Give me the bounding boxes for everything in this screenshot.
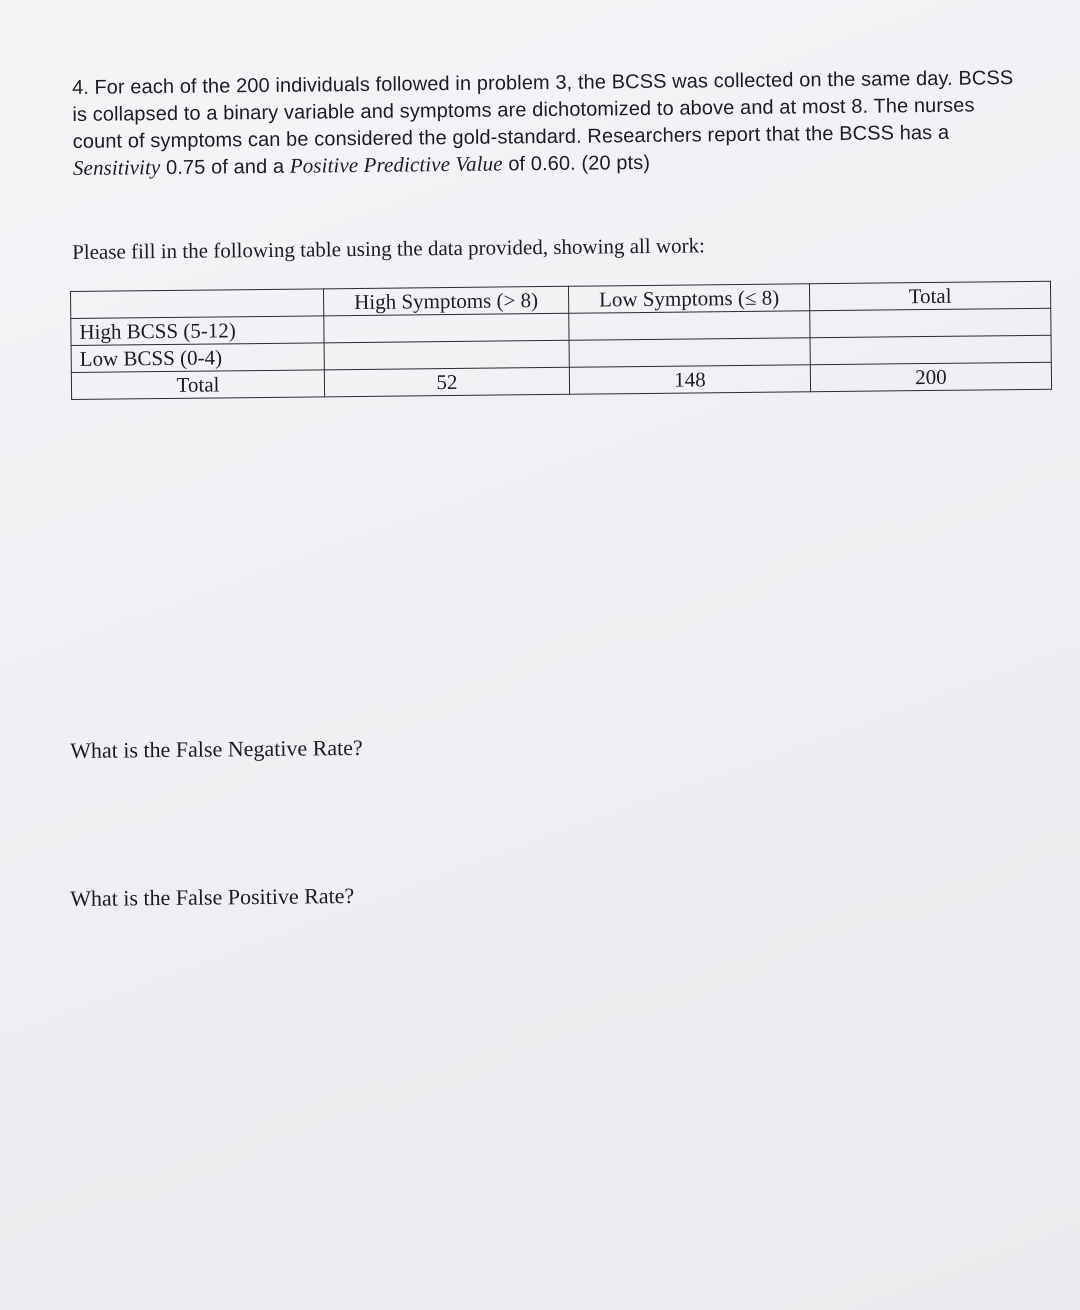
cell-low-bcss-low-symptoms[interactable]	[569, 338, 810, 368]
cell-low-bcss-high-symptoms[interactable]	[324, 340, 569, 370]
cell-total-low-symptoms: 148	[569, 365, 810, 395]
problem-text-part-2: 0.75 of and a	[160, 155, 290, 180]
header-high-symptoms: High Symptoms (> 8)	[323, 286, 568, 316]
problem-statement	[72, 64, 1023, 182]
ppv-term: Positive Predictive Value	[289, 151, 503, 178]
table-instruction: Please fill in the following table using the data provided, showing all work:	[72, 233, 706, 264]
question-false-positive-rate: What is the False Positive Rate?	[70, 883, 355, 911]
header-low-symptoms: Low Symptoms (≤ 8)	[568, 284, 809, 314]
cell-total-high-symptoms: 52	[324, 367, 569, 397]
row-label-total: Total	[71, 370, 324, 400]
table-corner-cell	[71, 289, 324, 319]
header-total: Total	[809, 281, 1050, 311]
problem-number: 4.	[72, 76, 90, 99]
cell-high-bcss-total[interactable]	[810, 308, 1051, 338]
row-label-high-bcss: High BCSS (5-12)	[71, 316, 324, 346]
problem-text-part-1: For each of the 200 individuals followed in problem 3, the BCSS was collected on the same day. BCSS is collapsed to a binary variable and symptoms are dichotomized to above and at most 8. The nurses count of symptoms can be considered the gold-standard. Researchers report that the BCSS has a	[72, 67, 1014, 153]
row-label-low-bcss: Low BCSS (0-4)	[71, 343, 324, 373]
cell-high-bcss-high-symptoms[interactable]	[324, 313, 569, 343]
contingency-table-wrapper	[70, 281, 1052, 400]
cell-high-bcss-low-symptoms[interactable]	[569, 311, 810, 341]
sensitivity-term: Sensitivity	[72, 155, 161, 180]
question-false-negative-rate: What is the False Negative Rate?	[70, 734, 363, 763]
cell-grand-total: 200	[810, 362, 1051, 392]
problem-text-part-3: of 0.60. (20 pts)	[502, 151, 651, 176]
contingency-table	[70, 281, 1052, 400]
cell-low-bcss-total[interactable]	[810, 335, 1051, 365]
